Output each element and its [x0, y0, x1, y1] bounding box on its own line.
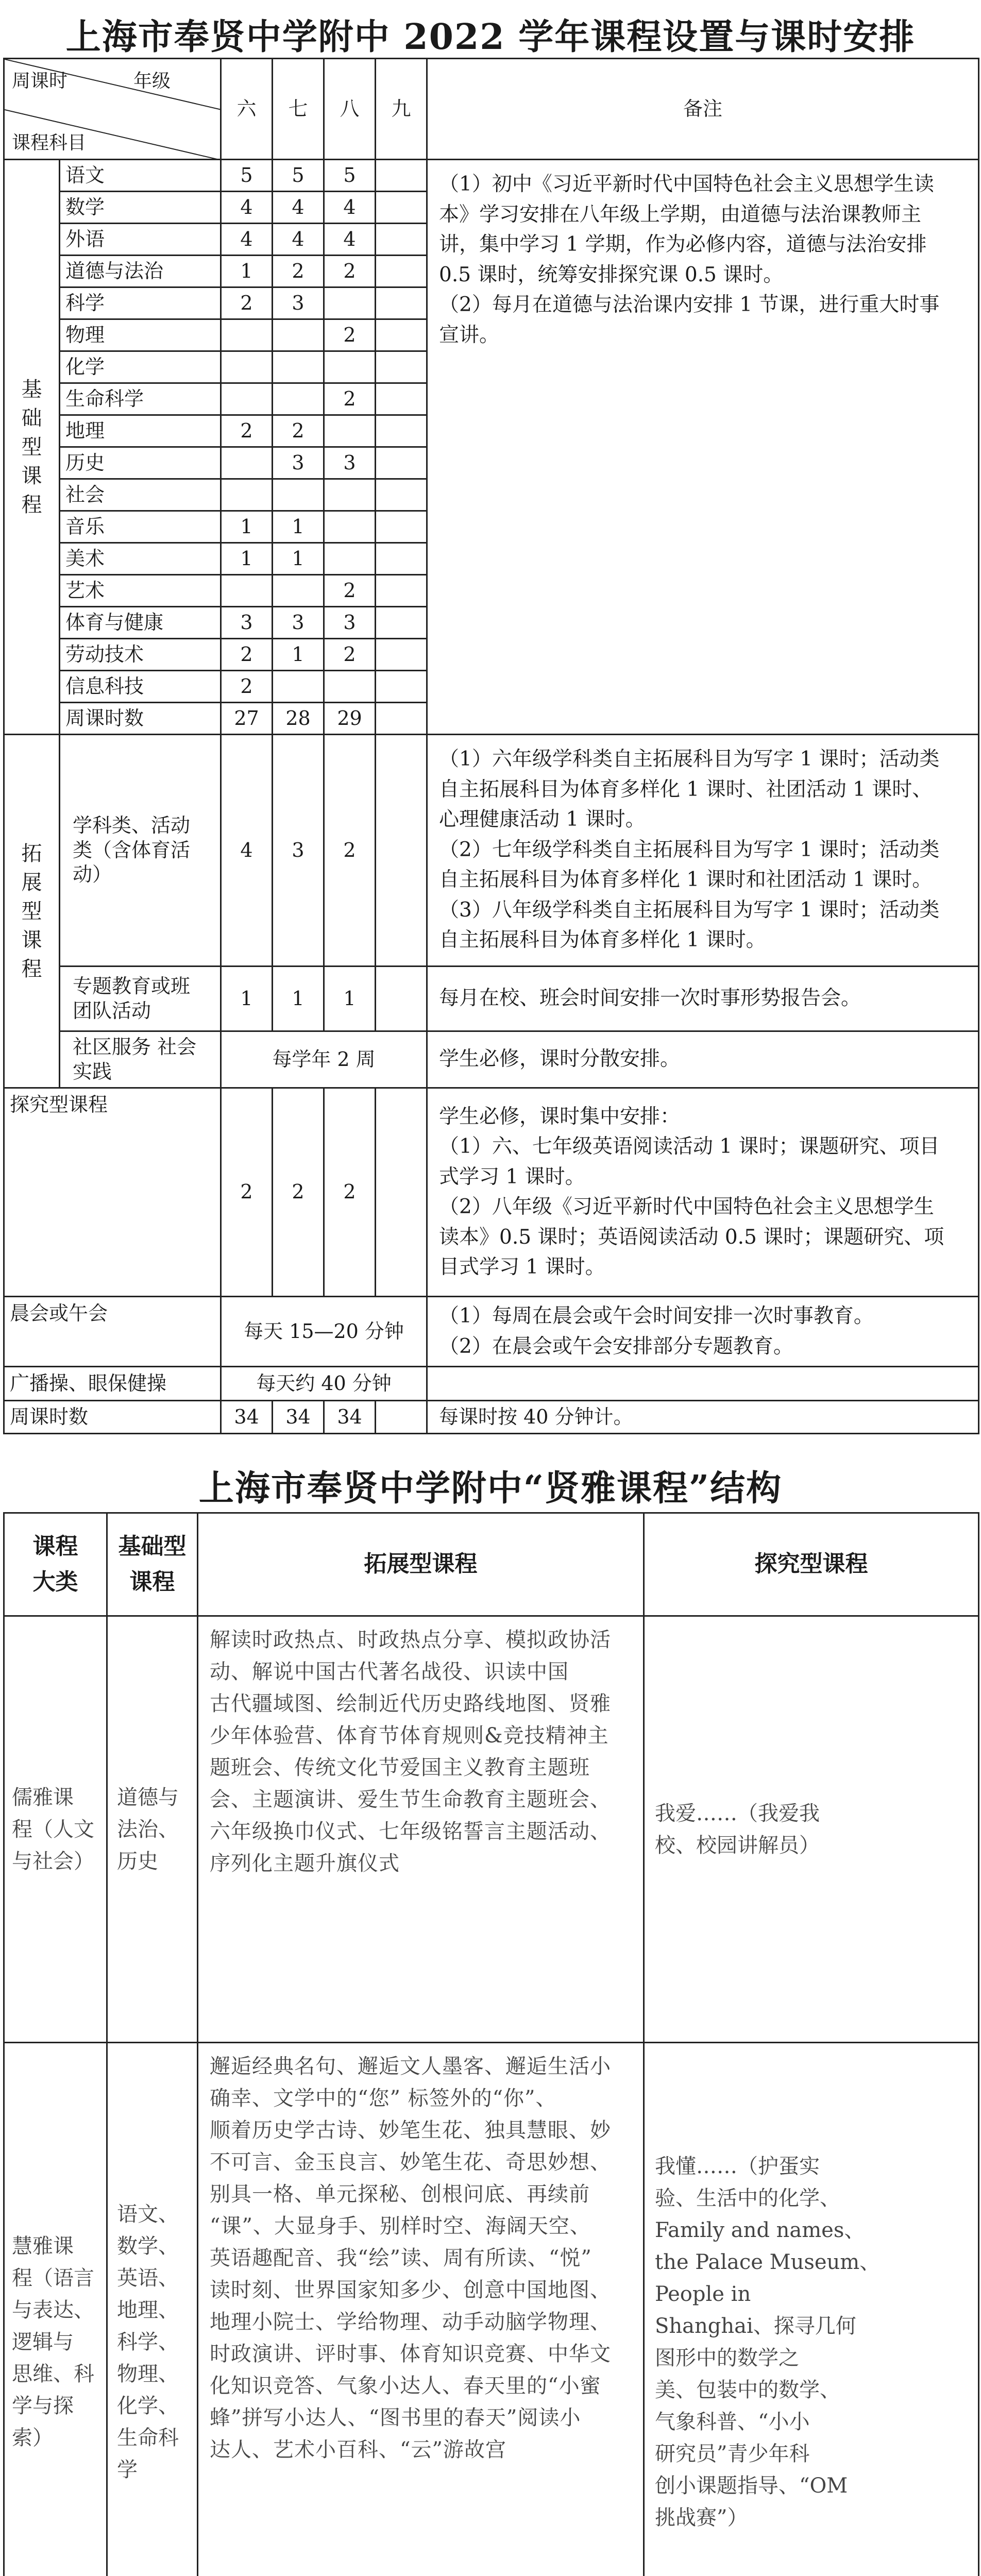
grade-7-header: 七 — [273, 59, 324, 160]
hours-g6 — [221, 575, 273, 607]
hours-g8: 2 — [324, 319, 376, 351]
basic-subjects-line: 化学、 — [117, 2394, 179, 2418]
course-schedule-table — [3, 58, 979, 1434]
inquiry-courses-line: People in — [655, 2282, 751, 2306]
header-grade-label: 年级 — [133, 71, 171, 92]
hours-g6: 2 — [221, 639, 273, 671]
note-line: 自主拓展科目为体育多样化 1 课时、社团活动 1 课时、 — [439, 777, 933, 801]
note-line: 自主拓展科目为体育多样化 1 课时。 — [439, 928, 766, 952]
note-line: 读本》0.5 课时；英语阅读活动 0.5 课时；课题研究、项 — [439, 1225, 944, 1249]
hours-g8: 4 — [324, 224, 376, 256]
ext-note-1 — [427, 735, 979, 967]
extended-courses-line: 时政演讲、评时事、体育知识竞赛、中华文 — [210, 2342, 611, 2366]
hours-g6: 2 — [221, 287, 273, 319]
basic-subjects-line: 道德与 — [117, 1785, 179, 1809]
extended-courses-line: 不可言、金玉良言、妙笔生花、奇思妙想、 — [210, 2150, 611, 2174]
extended-courses-line: 六年级换巾仪式、七年级铭誓言主题活动、 — [210, 1820, 611, 1843]
morning-note-lines — [439, 1301, 967, 1362]
table1-title: 上海市奉贤中学附中 2022 学年课程设置与课时安排 — [65, 16, 916, 58]
inquiry-g7: 2 — [273, 1088, 324, 1297]
subject-name: 生命科学 — [60, 383, 221, 415]
total-note: 每课时按 40 分钟计。 — [427, 1401, 979, 1434]
course-category-line: 程（语言 — [12, 2266, 94, 2290]
note-line: 宣讲。 — [439, 323, 500, 347]
note-line: （3）八年级学科类自主拓展科目为写字 1 课时；活动类 — [439, 898, 940, 922]
hours-g9 — [376, 351, 427, 383]
ext-span-value: 每学年 2 周 — [221, 1031, 427, 1088]
hours-g8: 2 — [324, 575, 376, 607]
course-category-line: 儒雅课 — [12, 1785, 74, 1809]
basic-subjects-line: 学 — [117, 2458, 138, 2482]
basic-subjects-line: 地理、 — [117, 2298, 179, 2322]
basic-course-header: 基础型 课程 — [107, 1513, 198, 1616]
hours-g9 — [376, 703, 427, 735]
basic-subjects-line: 语文、 — [117, 2202, 179, 2226]
basic-subjects-line: 英语、 — [117, 2266, 179, 2290]
hours-g7: 1 — [273, 511, 324, 543]
extended-courses-line: 地理小院士、学给物理、动手动脑学物理、 — [210, 2310, 611, 2334]
total-g8: 34 — [324, 1401, 376, 1434]
grade-8-header: 八 — [324, 59, 376, 160]
hours-g8: 3 — [324, 447, 376, 479]
exercise-span: 每天约 40 分钟 — [221, 1367, 427, 1401]
diagonal-header-cell — [4, 59, 221, 160]
hours-g7 — [273, 351, 324, 383]
note-line: 目式学习 1 课时。 — [439, 1256, 605, 1279]
ext-note-lines — [439, 744, 967, 956]
ext-note-2: 每月在校、班会时间安排一次时事形势报告会。 — [427, 967, 979, 1031]
basic-course-row — [4, 160, 979, 192]
extended-courses-line: 读时刻、世界国家知多少、创意中国地图、 — [210, 2278, 611, 2302]
hours-g7: 3 — [273, 287, 324, 319]
extended-courses-line: 确幸、文学中的“您” 标签外的“你”、 — [210, 2087, 557, 2110]
subject-name: 音乐 — [60, 511, 221, 543]
inquiry-courses-line: 验、生活中的化学、 — [655, 2187, 840, 2210]
category-header: 课程 大类 — [4, 1513, 107, 1616]
grade-9-header: 九 — [376, 59, 427, 160]
course-structure-table — [3, 1512, 979, 2576]
header-weekly-hours-label: 周课时 — [12, 71, 68, 92]
note-line: 本》学习安排在八年级上学期，由道德与法治课教师主 — [439, 202, 922, 226]
note-line: （1）初中《习近平新时代中国特色社会主义思想学生读 — [439, 173, 934, 196]
basic-subjects-line: 法治、 — [117, 1817, 179, 1841]
note-line: 0.5 课时，统筹安排探究课 0.5 课时。 — [439, 263, 784, 286]
inquiry-courses-line: 我爱……（我爱我 — [655, 1801, 820, 1825]
hours-g8: 2 — [324, 256, 376, 287]
hours-g9 — [376, 607, 427, 639]
course-category-line: 学与探 — [12, 2394, 74, 2418]
basic-subjects — [107, 1616, 198, 2043]
hours-g7: 4 — [273, 192, 324, 224]
hours-g9 — [376, 639, 427, 671]
hours-g7: 2 — [273, 256, 324, 287]
inquiry-courses-line: Shanghai、探寻几何 — [655, 2314, 856, 2338]
note-line: 式学习 1 课时。 — [439, 1165, 585, 1189]
basic-note-lines — [439, 170, 967, 350]
hours-g8 — [324, 543, 376, 575]
extended-courses — [198, 1616, 644, 2043]
total-label: 周课时数 — [4, 1401, 221, 1434]
course-category-line: 逻辑与 — [12, 2330, 74, 2354]
ext-category-cell — [4, 735, 60, 1088]
hours-g6 — [221, 319, 273, 351]
hours-g7: 5 — [273, 160, 324, 192]
extended-courses-line: 顺着历史学古诗、妙笔生花、独具慧眼、妙 — [210, 2119, 611, 2142]
subject-name: 物理 — [60, 319, 221, 351]
course-category-row — [4, 1616, 979, 2043]
inquiry-label: 探究型课程 — [4, 1088, 221, 1297]
note-line: （2）七年级学科类自主拓展科目为写字 1 课时；活动类 — [439, 838, 940, 861]
inquiry-courses — [644, 1616, 979, 2043]
morning-note — [427, 1297, 979, 1367]
table1-header-row — [4, 59, 979, 160]
hours-g9 — [376, 575, 427, 607]
subject-name: 道德与法治 — [60, 256, 221, 287]
course-category-line: 慧雅课 — [12, 2234, 74, 2258]
basic-category-cell — [4, 160, 60, 735]
hours-g8 — [324, 479, 376, 511]
subject-name: 劳动技术 — [60, 639, 221, 671]
hours-g6: 1 — [221, 511, 273, 543]
exercise-row — [4, 1367, 979, 1401]
note-line: （1）每周在晨会或午会时间安排一次时事教育。 — [439, 1304, 874, 1328]
course-category — [4, 1616, 107, 2043]
ext-row-2 — [4, 967, 979, 1031]
subject-name: 体育与健康 — [60, 607, 221, 639]
course-category — [4, 2043, 107, 2576]
hours-g9 — [376, 160, 427, 192]
table2-title: 上海市奉贤中学附中“贤雅课程”结构 — [198, 1468, 783, 1509]
inquiry-course-header: 探究型课程 — [644, 1513, 979, 1616]
ext-g8: 2 — [324, 735, 376, 967]
extended-courses-line: 达人、艺术小百科、“云”游故宫 — [210, 2438, 506, 2462]
ext-subject-1: 学科类、活动类（含体育活动） — [60, 735, 221, 967]
extended-courses-line: 动、解说中国古代著名战役、识读中国 — [210, 1660, 569, 1684]
extended-courses — [198, 2043, 644, 2576]
ext2-g7: 1 — [273, 967, 324, 1031]
ext2-g6: 1 — [221, 967, 273, 1031]
inquiry-courses-line: 创小课题指导、“OM — [655, 2474, 848, 2498]
inquiry-courses-line: 美、包装中的数学、 — [655, 2378, 840, 2402]
basic-subjects — [107, 2043, 198, 2576]
extended-courses-line: 古代疆域图、绘制近代历史路线地图、贤雅 — [210, 1692, 611, 1716]
hours-g9 — [376, 256, 427, 287]
hours-g9 — [376, 287, 427, 319]
subject-name: 地理 — [60, 415, 221, 447]
hours-g7 — [273, 671, 324, 703]
extended-courses-line: 邂逅经典名句、邂逅文人墨客、邂逅生活小 — [210, 2055, 611, 2078]
subject-name: 数学 — [60, 192, 221, 224]
ext-row-1 — [4, 735, 979, 967]
subject-name: 艺术 — [60, 575, 221, 607]
extended-courses-line: 化知识竞答、气象小达人、春天里的“小蜜 — [210, 2374, 601, 2398]
hours-g9 — [376, 479, 427, 511]
hours-g6: 3 — [221, 607, 273, 639]
course-category-line: 与表达、 — [12, 2298, 94, 2322]
hours-g9 — [376, 511, 427, 543]
total-g9 — [376, 1401, 427, 1434]
inquiry-g6: 2 — [221, 1088, 273, 1297]
morning-label: 晨会或午会 — [4, 1297, 221, 1367]
hours-g8: 2 — [324, 383, 376, 415]
ext-note-3: 学生必修，课时分散安排。 — [427, 1031, 979, 1088]
hours-g6: 4 — [221, 224, 273, 256]
inquiry-courses-line: 研究员”青少年科 — [655, 2442, 810, 2466]
ext-g6: 4 — [221, 735, 273, 967]
hours-g6 — [221, 479, 273, 511]
hours-g6: 27 — [221, 703, 273, 735]
extended-courses-line: “课”、大显身手、别样时空、海阔天空、 — [210, 2214, 591, 2238]
extended-courses-line: 序列化主题升旗仪式 — [210, 1852, 400, 1875]
course-category-line: 程（人文 — [12, 1817, 94, 1841]
hours-g6 — [221, 351, 273, 383]
hours-g8 — [324, 287, 376, 319]
ext2-g9 — [376, 967, 427, 1031]
hours-g8: 2 — [324, 639, 376, 671]
note-line: （1）六年级学科类自主拓展科目为写字 1 课时；活动类 — [439, 748, 940, 771]
hours-g8 — [324, 671, 376, 703]
ext-g9 — [376, 735, 427, 967]
hours-g7: 1 — [273, 543, 324, 575]
header-subject-label: 课程科目 — [12, 132, 87, 154]
subject-name: 外语 — [60, 224, 221, 256]
morning-row — [4, 1297, 979, 1367]
total-g6: 34 — [221, 1401, 273, 1434]
hours-g7: 4 — [273, 224, 324, 256]
course-category-row — [4, 2043, 979, 2576]
hours-g6: 4 — [221, 192, 273, 224]
inquiry-courses-line: 图形中的数学之 — [655, 2346, 799, 2370]
hours-g7: 3 — [273, 607, 324, 639]
basic-category-label: 基础型课程 — [21, 377, 42, 517]
subject-name: 美术 — [60, 543, 221, 575]
hours-g9 — [376, 447, 427, 479]
basic-subjects-line: 科学、 — [117, 2330, 179, 2354]
grade-6-header: 六 — [221, 59, 273, 160]
basic-subjects-line: 生命科 — [117, 2426, 179, 2450]
ext-subject-3: 社区服务 社会实践 — [60, 1031, 221, 1088]
hours-g7: 1 — [273, 639, 324, 671]
note-line: 心理健康活动 1 课时。 — [439, 808, 646, 831]
subject-name: 社会 — [60, 479, 221, 511]
inquiry-courses-line: 挑战赛”） — [655, 2506, 748, 2530]
ext-row-3 — [4, 1031, 979, 1088]
inquiry-courses-line: 我懂……（护蛋实 — [655, 2155, 820, 2178]
exercise-label: 广播操、眼保健操 — [4, 1367, 221, 1401]
subject-name: 信息科技 — [60, 671, 221, 703]
hours-g9 — [376, 543, 427, 575]
hours-g8 — [324, 415, 376, 447]
note-line: 自主拓展科目为体育多样化 1 课时和社团活动 1 课时。 — [439, 868, 933, 891]
hours-g8 — [324, 511, 376, 543]
hours-g9 — [376, 192, 427, 224]
note-line: （2）每月在道德与法治课内安排 1 节课，进行重大时事 — [439, 293, 940, 316]
extended-courses-line: 解读时政热点、时政热点分享、模拟政协活 — [210, 1628, 611, 1652]
total-g7: 34 — [273, 1401, 324, 1434]
course-category-line: 索） — [12, 2426, 53, 2450]
hours-g7: 28 — [273, 703, 324, 735]
inquiry-g8: 2 — [324, 1088, 376, 1297]
ext-g7: 3 — [273, 735, 324, 967]
note-line: （2）八年级《习近平新时代中国特色社会主义思想学生 — [439, 1195, 934, 1218]
inquiry-courses-line: the Palace Museum、 — [655, 2250, 881, 2274]
inquiry-row — [4, 1088, 979, 1297]
total-row — [4, 1401, 979, 1434]
hours-g8: 4 — [324, 192, 376, 224]
inquiry-courses-line: 气象科普、“小小 — [655, 2410, 810, 2434]
extended-courses-line: 英语趣配音、我“绘”读、周有所读、“悦” — [210, 2246, 592, 2270]
extended-courses-line: 题班会、传统文化节爱国主义教育主题班 — [210, 1756, 590, 1780]
basic-course-rows — [4, 160, 979, 735]
note-header: 备注 — [427, 59, 979, 160]
hours-g7 — [273, 319, 324, 351]
hours-g9 — [376, 415, 427, 447]
inquiry-courses-line: 校、校园讲解员） — [655, 1833, 820, 1857]
hours-g7 — [273, 575, 324, 607]
hours-g6 — [221, 447, 273, 479]
note-line: 讲，集中学习 1 学期，作为必修内容，道德与法治安排 — [439, 233, 927, 256]
basic-subjects-line: 物理、 — [117, 2362, 179, 2386]
subject-name: 语文 — [60, 160, 221, 192]
hours-g9 — [376, 319, 427, 351]
course-structure-rows — [4, 1616, 979, 2576]
hours-g6: 2 — [221, 671, 273, 703]
hours-g6: 1 — [221, 543, 273, 575]
morning-span: 每天 15—20 分钟 — [221, 1297, 427, 1367]
note-line: 学生必修，课时集中安排： — [439, 1105, 681, 1128]
hours-g9 — [376, 671, 427, 703]
extended-courses-line: 蜂”拼写小达人、“图书里的春天”阅读小 — [210, 2406, 581, 2430]
hours-g6: 1 — [221, 256, 273, 287]
hours-g7: 2 — [273, 415, 324, 447]
note-line: （2）在晨会或午会安排部分专题教育。 — [439, 1334, 793, 1358]
inquiry-courses-line: Family and names、 — [655, 2218, 865, 2242]
course-category-line: 思维、科 — [12, 2362, 94, 2386]
hours-g9 — [376, 224, 427, 256]
hours-g6: 2 — [221, 415, 273, 447]
subject-name: 化学 — [60, 351, 221, 383]
extended-courses-line: 会、主题演讲、爱生节生命教育主题班会、 — [210, 1788, 611, 1811]
inquiry-note — [427, 1088, 979, 1297]
subject-name: 历史 — [60, 447, 221, 479]
ext-subject-2: 专题教育或班团队活动 — [60, 967, 221, 1031]
inquiry-courses — [644, 2043, 979, 2576]
hours-g9 — [376, 383, 427, 415]
hours-g7 — [273, 479, 324, 511]
extended-courses-line: 别具一格、单元探秘、创根问底、再续前 — [210, 2182, 590, 2206]
basic-subjects-line: 数学、 — [117, 2234, 179, 2258]
hours-g8 — [324, 351, 376, 383]
hours-g8: 3 — [324, 607, 376, 639]
hours-g7: 3 — [273, 447, 324, 479]
table2-header-row — [4, 1513, 979, 1616]
note-line: （1）六、七年级英语阅读活动 1 课时；课题研究、项目 — [439, 1135, 940, 1158]
subject-name: 科学 — [60, 287, 221, 319]
hours-g7 — [273, 383, 324, 415]
inquiry-note-lines — [439, 1102, 967, 1283]
hours-g8: 29 — [324, 703, 376, 735]
ext-category-label: 拓展型课程 — [21, 841, 42, 981]
ext2-g8: 1 — [324, 967, 376, 1031]
hours-g8: 5 — [324, 160, 376, 192]
subject-name: 周课时数 — [60, 703, 221, 735]
course-category-line: 与社会） — [12, 1849, 94, 1873]
basic-note — [427, 160, 979, 735]
basic-subjects-line: 历史 — [117, 1849, 158, 1873]
extended-course-header: 拓展型课程 — [198, 1513, 644, 1616]
hours-g6: 5 — [221, 160, 273, 192]
extended-courses-line: 少年体验营、体育节体育规则&竞技精神主 — [210, 1724, 609, 1748]
hours-g6 — [221, 383, 273, 415]
